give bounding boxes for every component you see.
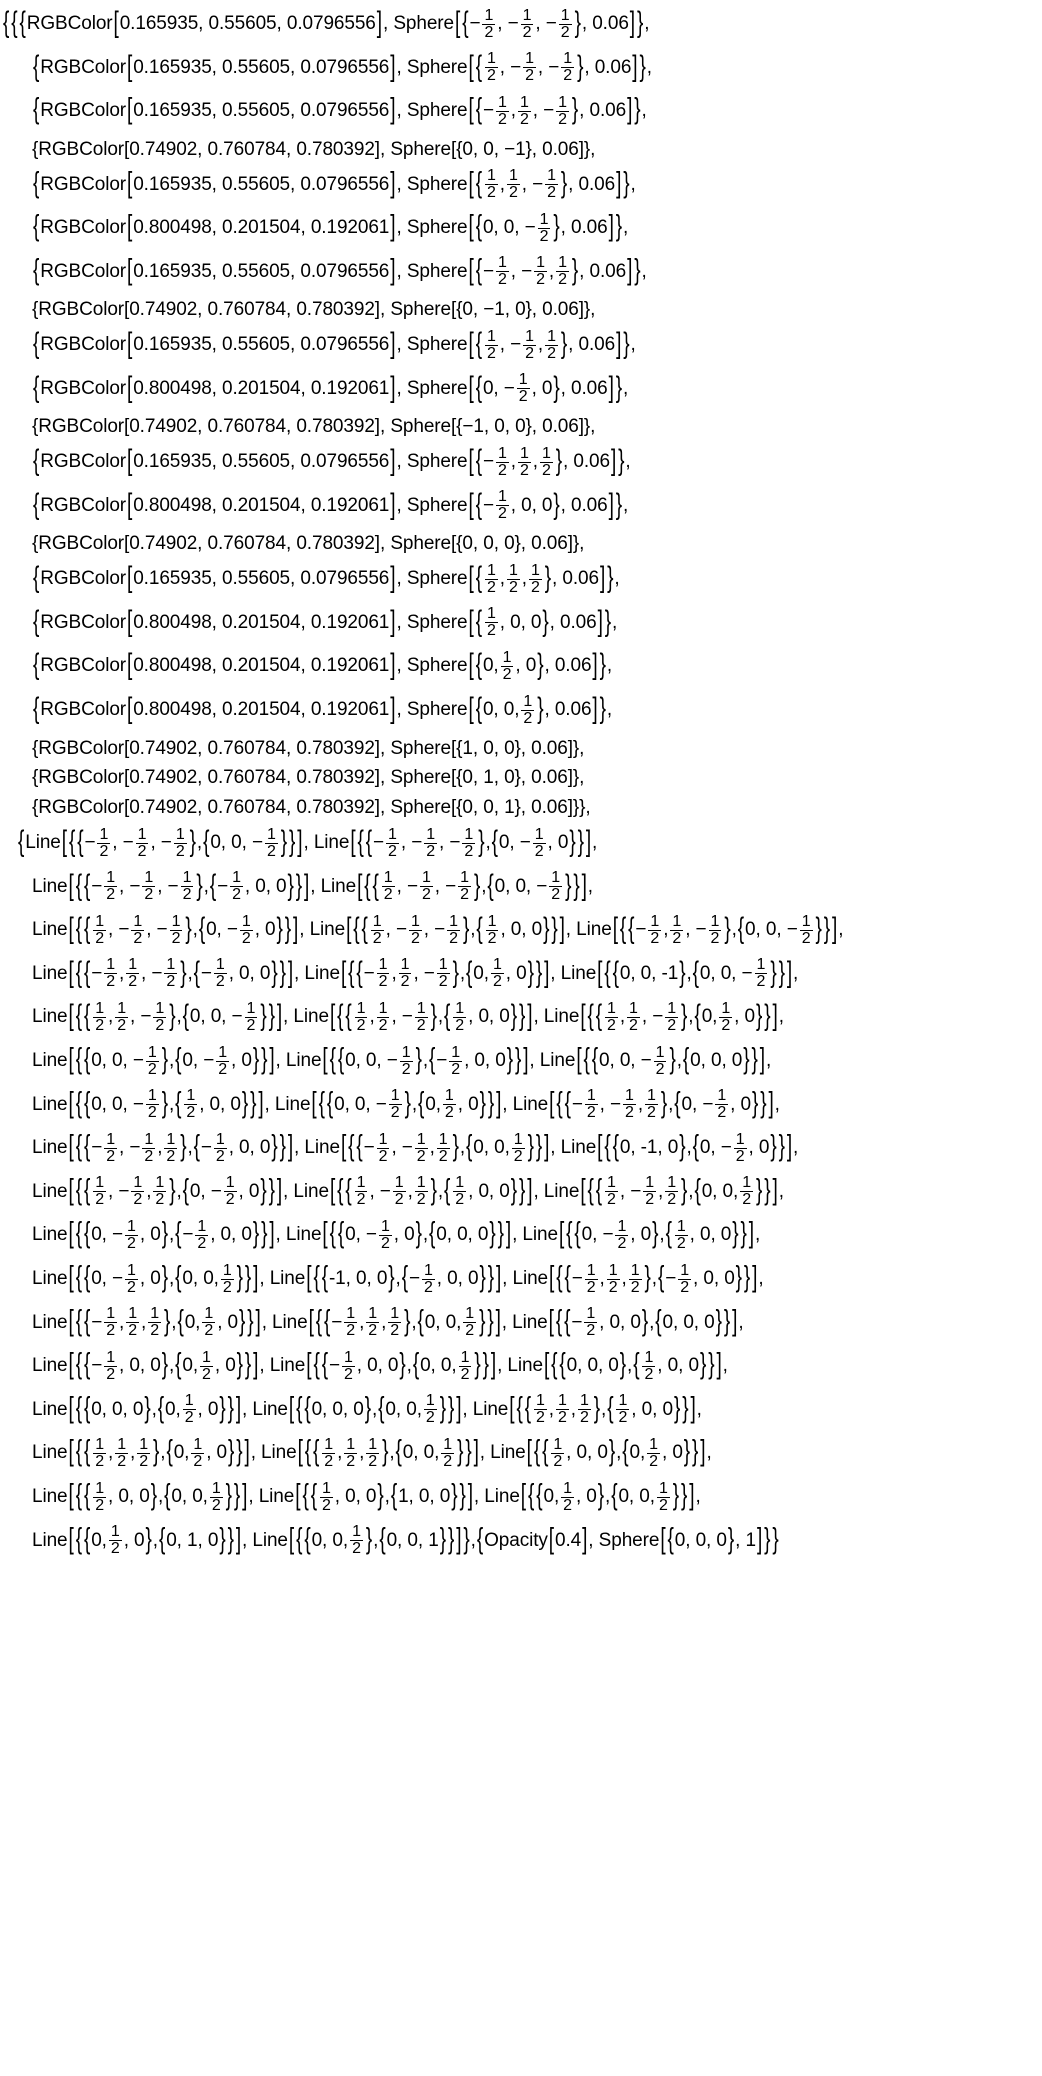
expression-line: { RGBColor [ 0.165935, 0.55605, 0.0796556 ] , Sphere [ { − $\frac{1}{2}$ , $\frac{1}{2}$ , $\frac{1}{2}$ } , 0.06 ] } , — [33, 444, 631, 479]
expression-line: { RGBColor [ 0.165935, 0.55605, 0.0796556 ] , Sphere [ { $\frac{1}{2}$ , $\frac{1}{2}$ , − $\frac{1}{2}$ } , 0.06 ] } , — [33, 167, 636, 202]
expression-line: Line [ { { $\frac{1}{2}$ , $\frac{1}{2}$ , $\frac{1}{2}$ } , { 0, $\frac{1}{2}$ , 0 } } ] , Line [ { { $\frac{1}{2}$ , $\frac{1}{2}$ , $\frac{1}{2}$ } , { 0, 0, $\frac{1}{2}$ } } ] , Line [ { { $\frac{1}{2}$ , 0, 0 } , { 0, $\frac{1}{2}$ , 0 } } ] , — [32, 1435, 712, 1470]
expression-line: {RGBColor[0.74902, 0.760784, 0.780392], Sphere[{0, −1, 0}, 0.06]}, — [32, 299, 596, 321]
expression-line: Line [ { { $\frac{1}{2}$ , − $\frac{1}{2}$ , − $\frac{1}{2}$ } , { 0, − $\frac{1}{2}$ , 0 } } ] , Line [ { { $\frac{1}{2}$ , − $\frac{1}{2}$ , − $\frac{1}{2}$ } , { $\frac{1}{2}$ , 0, 0 } } ] , Line [ { { − $\frac{1}{2}$ , $\frac{1}{2}$ , − $\frac{1}{2}$ } , { 0, 0, − $\frac{1}{2}$ } } ] , — [32, 912, 844, 947]
expression-line: { RGBColor [ 0.165935, 0.55605, 0.0796556 ] , Sphere [ { $\frac{1}{2}$ , $\frac{1}{2}$ , $\frac{1}{2}$ } , 0.06 ] } , — [33, 561, 620, 596]
expression-line: { RGBColor [ 0.165935, 0.55605, 0.0796556 ] , Sphere [ { $\frac{1}{2}$ , − $\frac{1}{2}$ , − $\frac{1}{2}$ } , 0.06 ] } , — [33, 50, 652, 85]
expression-line: { RGBColor [ 0.800498, 0.201504, 0.192061 ] , Sphere [ { 0, $\frac{1}{2}$ , 0 } , 0.06 ] } , — [33, 648, 613, 683]
expression-line: {RGBColor[0.74902, 0.760784, 0.780392], Sphere[{0, 0, 1}, 0.06]}}, — [32, 797, 591, 819]
expression-line: { RGBColor [ 0.165935, 0.55605, 0.0796556 ] , Sphere [ { $\frac{1}{2}$ , − $\frac{1}{2}$ , $\frac{1}{2}$ } , 0.06 ] } , — [33, 327, 636, 362]
expression-line: { RGBColor [ 0.800498, 0.201504, 0.192061 ] , Sphere [ { $\frac{1}{2}$ , 0, 0 } , 0.06 ] } , — [33, 605, 618, 640]
expression-line: { RGBColor [ 0.165935, 0.55605, 0.0796556 ] , Sphere [ { − $\frac{1}{2}$ , − $\frac{1}{2}$ , $\frac{1}{2}$ } , 0.06 ] } , — [33, 254, 647, 289]
expression-line: Line [ { { − $\frac{1}{2}$ , 0, 0 } , { 0, $\frac{1}{2}$ , 0 } } ] , Line [ { { − $\frac{1}{2}$ , 0, 0 } , { 0, 0, $\frac{1}{2}$ } } ] , Line [ { { 0, 0, 0 } , { $\frac{1}{2}$ , 0, 0 } } ] , — [32, 1348, 728, 1383]
expression-line: { RGBColor [ 0.800498, 0.201504, 0.192061 ] , Sphere [ { 0, 0, $\frac{1}{2}$ } , 0.06 ] } , — [33, 692, 613, 727]
expression-line: { Line [ { { − $\frac{1}{2}$ , − $\frac{1}{2}$ , − $\frac{1}{2}$ } , { 0, 0, − $\frac{1}{2}$ } } ] , Line [ { { − $\frac{1}{2}$ , − $\frac{1}{2}$ , − $\frac{1}{2}$ } , { 0, − $\frac{1}{2}$ , 0 } } ] , — [18, 825, 598, 860]
expression-line: Line [ { { 0, 0, 0 } , { 0, $\frac{1}{2}$ , 0 } } ] , Line [ { { 0, 0, 0 } , { 0, 0, $\frac{1}{2}$ } } ] , Line [ { { $\frac{1}{2}$ , $\frac{1}{2}$ , $\frac{1}{2}$ } , { $\frac{1}{2}$ , 0, 0 } } ] , — [32, 1392, 702, 1427]
expression-line: Line [ { { $\frac{1}{2}$ , $\frac{1}{2}$ , − $\frac{1}{2}$ } , { 0, 0, − $\frac{1}{2}$ } } ] , Line [ { { $\frac{1}{2}$ , $\frac{1}{2}$ , − $\frac{1}{2}$ } , { $\frac{1}{2}$ , 0, 0 } } ] , Line [ { { $\frac{1}{2}$ , $\frac{1}{2}$ , − $\frac{1}{2}$ } , { 0, $\frac{1}{2}$ , 0 } } ] , — [32, 999, 784, 1034]
expression-line: Line [ { { − $\frac{1}{2}$ , − $\frac{1}{2}$ , $\frac{1}{2}$ } , { − $\frac{1}{2}$ , 0, 0 } } ] , Line [ { { − $\frac{1}{2}$ , − $\frac{1}{2}$ , $\frac{1}{2}$ } , { 0, 0, $\frac{1}{2}$ } } ] , Line [ { { 0, -1, 0 } , { 0, − $\frac{1}{2}$ , 0 } } ] , — [32, 1130, 799, 1165]
expression-line: Line [ { { $\frac{1}{2}$ , − $\frac{1}{2}$ , $\frac{1}{2}$ } , { 0, − $\frac{1}{2}$ , 0 } } ] , Line [ { { $\frac{1}{2}$ , − $\frac{1}{2}$ , $\frac{1}{2}$ } , { $\frac{1}{2}$ , 0, 0 } } ] , Line [ { { $\frac{1}{2}$ , − $\frac{1}{2}$ , $\frac{1}{2}$ } , { 0, 0, $\frac{1}{2}$ } } ] , — [32, 1174, 784, 1209]
expression-line: {RGBColor[0.74902, 0.760784, 0.780392], Sphere[{0, 0, 0}, 0.06]}, — [32, 533, 585, 555]
expression-line: { RGBColor [ 0.800498, 0.201504, 0.192061 ] , Sphere [ { 0, − $\frac{1}{2}$ , 0 } , 0.06 ] } , — [33, 371, 629, 406]
expression-line: Line [ { { − $\frac{1}{2}$ , − $\frac{1}{2}$ , − $\frac{1}{2}$ } , { − $\frac{1}{2}$ , 0, 0 } } ] , Line [ { { $\frac{1}{2}$ , − $\frac{1}{2}$ , − $\frac{1}{2}$ } , { 0, 0, − $\frac{1}{2}$ } } ] , — [32, 869, 593, 904]
expression-line: {RGBColor[0.74902, 0.760784, 0.780392], Sphere[{0, 1, 0}, 0.06]}, — [32, 767, 585, 789]
expression-line: { RGBColor [ 0.800498, 0.201504, 0.192061 ] , Sphere [ { 0, 0, − $\frac{1}{2}$ } , 0.06 ] } , — [33, 210, 629, 245]
expression-line: { RGBColor [ 0.800498, 0.201504, 0.192061 ] , Sphere [ { − $\frac{1}{2}$ , 0, 0 } , 0.06 ] } , — [33, 488, 629, 523]
expression-line: Line [ { { − $\frac{1}{2}$ , $\frac{1}{2}$ , $\frac{1}{2}$ } , { 0, $\frac{1}{2}$ , 0 } } ] , Line [ { { − $\frac{1}{2}$ , $\frac{1}{2}$ , $\frac{1}{2}$ } , { 0, 0, $\frac{1}{2}$ } } ] , Line [ { { − $\frac{1}{2}$ , 0, 0 } , { 0, 0, 0 } } ] , — [32, 1305, 744, 1340]
expression-line: Line [ { { 0, $\frac{1}{2}$ , 0 } , { 0, 1, 0 } } ] , Line [ { { 0, 0, $\frac{1}{2}$ } , { 0, 0, 1 } } ] } , { Opacity [ 0.4 ] , Sphere [ { 0, 0, 0 } , 1 ] } } — [32, 1523, 779, 1558]
expression-line: {RGBColor[0.74902, 0.760784, 0.780392], Sphere[{−1, 0, 0}, 0.06]}, — [32, 416, 596, 438]
expression-line: Line [ { { − $\frac{1}{2}$ , $\frac{1}{2}$ , − $\frac{1}{2}$ } , { − $\frac{1}{2}$ , 0, 0 } } ] , Line [ { { − $\frac{1}{2}$ , $\frac{1}{2}$ , − $\frac{1}{2}$ } , { 0, $\frac{1}{2}$ , 0 } } ] , Line [ { { 0, 0, -1 } , { 0, 0, − $\frac{1}{2}$ } } ] , — [32, 956, 799, 991]
expression-line: Line [ { { 0, 0, − $\frac{1}{2}$ } , { 0, − $\frac{1}{2}$ , 0 } } ] , Line [ { { 0, 0, − $\frac{1}{2}$ } , { − $\frac{1}{2}$ , 0, 0 } } ] , Line [ { { 0, 0, − $\frac{1}{2}$ } , { 0, 0, 0 } } ] , — [32, 1043, 772, 1078]
expression-line: { RGBColor [ 0.165935, 0.55605, 0.0796556 ] , Sphere [ { − $\frac{1}{2}$ , $\frac{1}{2}$ , − $\frac{1}{2}$ } , 0.06 ] } , — [33, 93, 647, 128]
expression-line: {RGBColor[0.74902, 0.760784, 0.780392], Sphere[{1, 0, 0}, 0.06]}, — [32, 737, 585, 759]
expression-line: Line [ { { 0, 0, − $\frac{1}{2}$ } , { $\frac{1}{2}$ , 0, 0 } } ] , Line [ { { 0, 0, − $\frac{1}{2}$ } , { 0, $\frac{1}{2}$ , 0 } } ] , Line [ { { − $\frac{1}{2}$ , − $\frac{1}{2}$ , $\frac{1}{2}$ } , { 0, − $\frac{1}{2}$ , 0 } } ] , — [32, 1087, 780, 1122]
expression-line: Line [ { { 0, − $\frac{1}{2}$ , 0 } , { 0, 0, $\frac{1}{2}$ } } ] , Line [ { { -1, 0, 0 } , { − $\frac{1}{2}$ , 0, 0 } } ] , Line [ { { − $\frac{1}{2}$ , $\frac{1}{2}$ , $\frac{1}{2}$ } , { − $\frac{1}{2}$ , 0, 0 } } ] , — [32, 1261, 764, 1296]
expression-line: Line [ { { $\frac{1}{2}$ , 0, 0 } , { 0, 0, $\frac{1}{2}$ } } ] , Line [ { { $\frac{1}{2}$ , 0, 0 } , { 1, 0, 0 } } ] , Line [ { { 0, $\frac{1}{2}$ , 0 } , { 0, 0, $\frac{1}{2}$ } } ] , — [32, 1479, 701, 1514]
expression-line: {RGBColor[0.74902, 0.760784, 0.780392], Sphere[{0, 0, −1}, 0.06]}, — [32, 138, 596, 160]
expression-line: { { { RGBColor [ 0.165935, 0.55605, 0.0796556 ] , Sphere [ { − $\frac{1}{2}$ , − $\frac{1}{2}$ , − $\frac{1}{2}$ } , 0.06 ] } , — [3, 6, 650, 41]
expression-line: Line [ { { 0, − $\frac{1}{2}$ , 0 } , { − $\frac{1}{2}$ , 0, 0 } } ] , Line [ { { 0, − $\frac{1}{2}$ , 0 } , { 0, 0, 0 } } ] , Line [ { { 0, − $\frac{1}{2}$ , 0 } , { $\frac{1}{2}$ , 0, 0 } } ] , — [32, 1217, 761, 1252]
